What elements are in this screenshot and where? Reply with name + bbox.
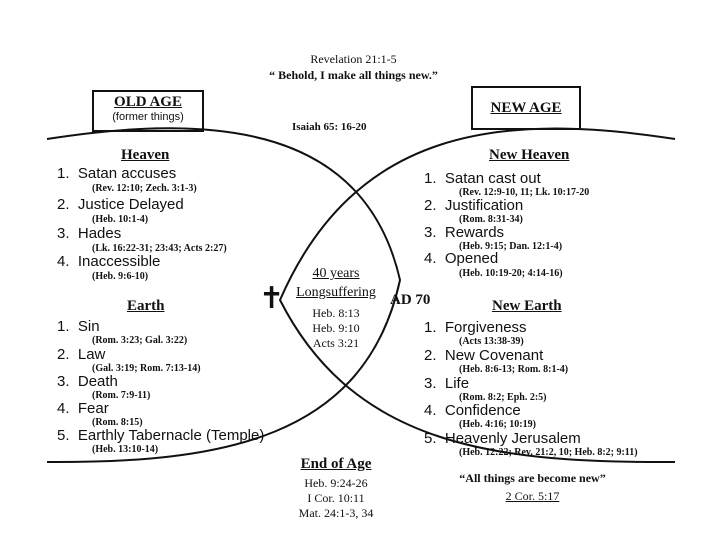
new-heaven-item-4-ref: (Heb. 10:19-20; 4:14-16) (459, 268, 563, 279)
old-age-title: OLD AGE (114, 94, 182, 110)
earth-item-5-ref: (Heb. 13:10-14) (92, 444, 159, 455)
heaven-heading: Heaven (121, 147, 170, 163)
new-earth-item-2-ref: (Heb. 8:6-13; Rom. 8:1-4) (459, 364, 569, 375)
heaven-item-4: 4. Inaccessible (57, 253, 161, 270)
earth-item-3-ref: (Rom. 7:9-11) (92, 390, 151, 401)
new-earth-item-1: 1. Forgiveness (424, 319, 527, 336)
revelation-reference: Revelation 21:1-5 (310, 52, 397, 66)
new-earth-item-5-ref: (Heb. 12:22; Rev. 21:2, 10; Heb. 8:2; 9:11) (459, 447, 638, 458)
center-ref-2: Heb. 9:10 (312, 321, 360, 335)
earth-item-1-ref: (Rom. 3:23; Gal. 3:22) (92, 335, 188, 346)
earth-item-3: 3. Death (57, 373, 118, 390)
new-heaven-item-1-ref: (Rev. 12:9-10, 11; Lk. 10:17-20 (459, 187, 590, 198)
heaven-item-1-ref: (Rev. 12:10; Zech. 3:1-3) (92, 183, 197, 194)
new-earth-item-5: 5. Heavenly Jerusalem (424, 430, 581, 447)
end-ref-3: Mat. 24:1-3, 34 (298, 506, 374, 520)
new-heaven-item-1: 1. Satan cast out (424, 170, 541, 187)
earth-item-2-ref: (Gal. 3:19; Rom. 7:13-14) (92, 363, 201, 374)
center-ref-1: Heb. 8:13 (312, 306, 360, 320)
new-earth-heading: New Earth (492, 298, 562, 314)
new-age-box (471, 86, 581, 130)
heaven-item-2-ref: (Heb. 10:1-4) (92, 214, 149, 225)
earth-item-1: 1. Sin (57, 318, 100, 335)
old-age-subtitle: (former things) (112, 111, 184, 123)
earth-item-4-ref: (Rom. 8:15) (92, 417, 143, 428)
heaven-item-3: 3. Hades (57, 225, 122, 242)
isaiah-reference: Isaiah 65: 16-20 (292, 121, 367, 133)
ad70-label: AD 70 (390, 292, 431, 308)
new-heaven-item-3: 3. Rewards (424, 224, 505, 241)
old-age-box (92, 90, 204, 132)
heaven-item-4-ref: (Heb. 9:6-10) (92, 271, 149, 282)
new-earth-item-1-ref: (Acts 13:38-39) (459, 336, 524, 347)
bottom-quote: “All things are become new” (459, 471, 606, 485)
new-heaven-item-2: 2. Justification (424, 197, 524, 214)
new-heaven-heading: New Heaven (489, 147, 570, 163)
forty-years-label: 40 years (312, 266, 360, 281)
end-ref-1: Heb. 9:24-26 (304, 476, 368, 490)
earth-item-5: 5. Earthly Tabernacle (Temple) (57, 427, 265, 444)
heaven-item-2: 2. Justice Delayed (57, 196, 184, 213)
new-earth-item-4-ref: (Heb. 4:16; 10:19) (459, 419, 536, 430)
new-heaven-item-3-ref: (Heb. 9:15; Dan. 12:1-4) (459, 241, 563, 252)
new-heaven-item-4: 4. Opened (424, 250, 499, 267)
heaven-item-1: 1. Satan accuses (57, 165, 177, 182)
center-ref-3: Acts 3:21 (312, 336, 360, 350)
new-age-title: NEW AGE (490, 100, 562, 116)
top-quote: “ Behold, I make all things new.” (269, 68, 438, 82)
earth-heading: Earth (127, 298, 165, 314)
cross-icon: ✝ (259, 282, 285, 315)
heaven-item-3-ref: (Lk. 16:22-31; 23:43; Acts 2:27) (92, 243, 227, 254)
new-earth-item-2: 2. New Covenant (424, 347, 544, 364)
new-heaven-item-2-ref: (Rom. 8:31-34) (459, 214, 523, 225)
earth-item-4: 4. Fear (57, 400, 109, 417)
new-earth-item-3-ref: (Rom. 8:2; Eph. 2:5) (459, 392, 547, 403)
new-earth-item-3: 3. Life (424, 375, 470, 392)
earth-item-2: 2. Law (57, 346, 106, 363)
bottom-quote-reference: 2 Cor. 5:17 (505, 489, 560, 503)
end-ref-2: I Cor. 10:11 (307, 491, 365, 505)
end-of-age-heading: End of Age (300, 456, 372, 472)
longsuffering-label: Longsuffering (296, 285, 376, 300)
new-earth-item-4: 4. Confidence (424, 402, 521, 419)
